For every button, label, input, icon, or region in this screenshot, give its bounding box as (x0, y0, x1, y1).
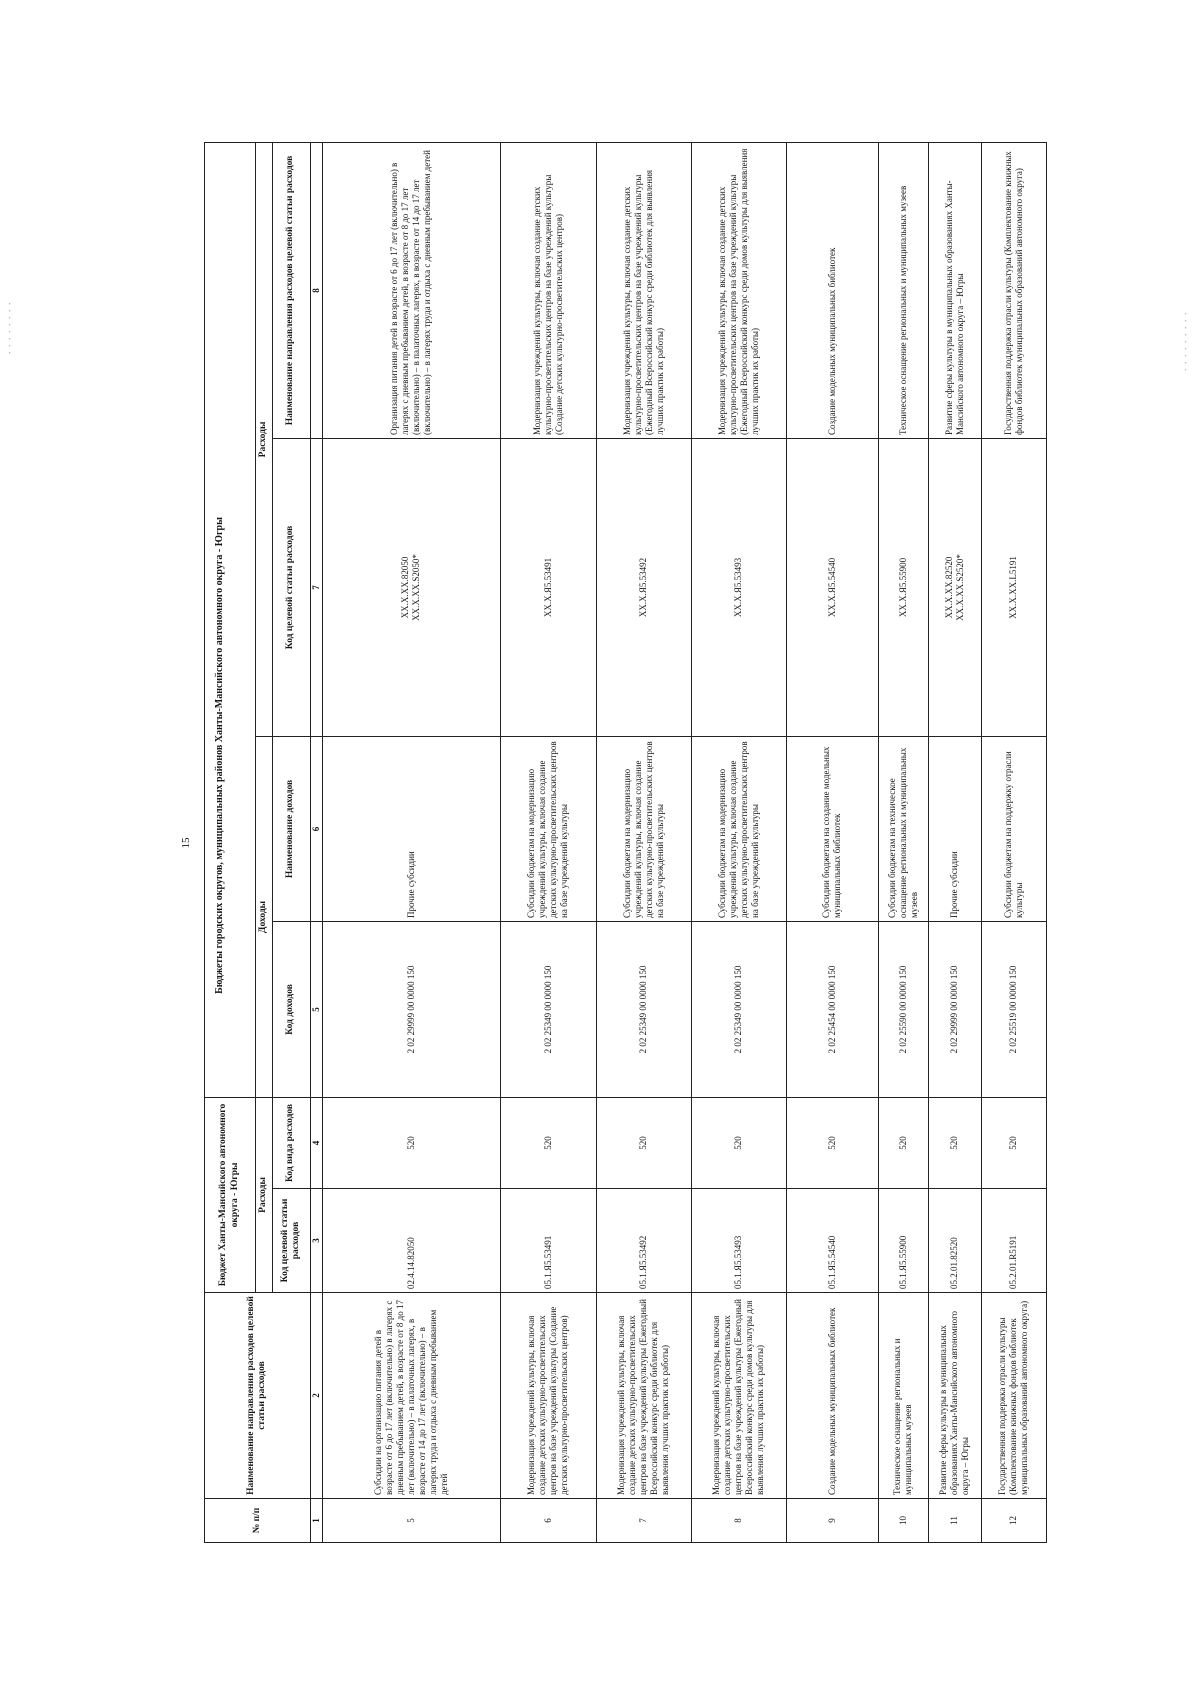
row-name: Техническое оснащение региональных и муниципальных музеев (878, 1293, 928, 1499)
row-code-right: XX.X.Я5.53492 (596, 438, 691, 736)
row-type-code: 520 (322, 1097, 500, 1188)
row-name-right: Модернизация учреждений культуры, включая создание детских культурно-просветительских центров на базе учреждений культуры (Создание детских культурно-просветительских центров) (500, 142, 596, 438)
row-name: Модернизация учреждений культуры, включая создание детских культурно-просветительских центров на базе учреждений культуры (Ежегодный Всероссийский конкурс среди домов культуры для выявления лучших практик их работы) (691, 1293, 786, 1499)
row-name: Модернизация учреждений культуры, включая создание детских культурно-просветительских центров на базе учреждений культуры (Создание детских культурно-просветительских центров) (500, 1293, 596, 1499)
row-name: Создание модельных муниципальных библиотек (786, 1293, 878, 1499)
column-number: 3 (310, 1189, 322, 1293)
header-name: Наименование направления расходов целевой статьи расходов (205, 1293, 311, 1499)
budget-table (204, 142, 1047, 1543)
row-income-name: Субсидии бюджетам на модернизацию учреждений культуры, включая создание детских культурно-просветительских центров на базе учреждений культуры (596, 736, 691, 921)
row-income-name: Субсидии бюджетам на создание модельных муниципальных библиотек (786, 736, 878, 921)
row-target-code: 05.1.Я5.53491 (500, 1189, 596, 1293)
header-okrug-budget: Бюджет Ханты-Мансийского автономного округа - Югры (205, 1097, 256, 1292)
row-code-right: XX.X.XX.L5191 (981, 438, 1046, 736)
row-code-right: XX.X.XX.82520 XX.X.XX.S2520* (928, 438, 981, 736)
row-income-code: 2 02 25454 00 0000 150 (786, 921, 878, 1097)
row-code-right: XX.X.XX.82050 XX.X.XX.S2050* (322, 438, 500, 736)
row-code-right: XX.X.Я5.54540 (786, 438, 878, 736)
row-income-code: 2 02 29999 00 0000 150 (928, 921, 981, 1097)
row-income-name: Субсидии бюджетам на модернизацию учреждений культуры, включая создание детских культурно-просветительских центров на базе учреждений культуры (500, 736, 596, 921)
row-number: 9 (786, 1499, 878, 1543)
row-income-code: 2 02 29999 00 0000 150 (322, 921, 500, 1097)
header-no: № п/п (205, 1499, 311, 1543)
rotated-page (180, 143, 1030, 1543)
row-type-code: 520 (786, 1097, 878, 1188)
row-target-code: 05.1.Я5.53492 (596, 1189, 691, 1293)
row-code-right: XX.X.Я5.55900 (878, 438, 928, 736)
header-name-right: Наименование направления расходов целевой статьи расходов (272, 142, 310, 438)
row-income-code: 2 02 25349 00 0000 150 (596, 921, 691, 1097)
row-name-right: Модернизация учреждений культуры, включая создание детских культурно-просветительских центров на базе учреждений культуры (Ежегодный Всероссийский конкурс среди библиотек для выявления лучших практик их работы) (596, 142, 691, 438)
row-target-code: 05.2.01.R5191 (981, 1189, 1046, 1293)
row-income-name: Прочие субсидии (322, 736, 500, 921)
row-number: 6 (500, 1499, 596, 1543)
header-expenses: Расходы (256, 1097, 273, 1292)
row-name: Субсидии на организацию питания детей в возрасте от 6 до 17 лет (включительно) в лагерях с дневным пребыванием детей, в возрасте от 8 до 17 лет (включительно) – в палаточных лагерях, в возрасте от 14 до 17 лет (включительно) – в лагерях труда и отдыха с дневным пребыванием детей (322, 1293, 500, 1499)
row-target-code: 05.1.Я5.55900 (878, 1189, 928, 1293)
column-number: 5 (310, 921, 322, 1097)
row-target-code: 02.4.14.82050 (322, 1189, 500, 1293)
row-number: 7 (596, 1499, 691, 1543)
row-type-code: 520 (596, 1097, 691, 1188)
row-income-name: Субсидии бюджетам на техническое оснащение региональных и муниципальных музеев (878, 736, 928, 921)
row-name-right: Модернизация учреждений культуры, включая создание детских культурно-просветительских центров на базе учреждений культуры (Ежегодный Всероссийский конкурс среди домов культуры для выявления лучших практик их работы) (691, 142, 786, 438)
row-type-code: 520 (500, 1097, 596, 1188)
row-target-code: 05.2.01.82520 (928, 1189, 981, 1293)
table-row (500, 142, 596, 1542)
row-name-right: Техническое оснащение региональных и муниципальных музеев (878, 142, 928, 438)
column-number: 8 (310, 142, 322, 438)
scan-noise: ∙ ∙ ∙ ∙ ∙ ∙ ∙ ∙ ∙ (1184, 306, 1190, 377)
row-type-code: 520 (981, 1097, 1046, 1188)
row-type-code: 520 (691, 1097, 786, 1188)
row-name: Модернизация учреждений культуры, включая создание детских культурно-просветительских центров на базе учреждений культуры (Ежегодный Всероссийский конкурс среди библиотек для выявления лучших практик их работы) (596, 1293, 691, 1499)
row-number: 8 (691, 1499, 786, 1543)
row-income-name: Субсидии бюджетам на модернизацию учреждений культуры, включая создание детских культурно-просветительских центров на базе учреждений культуры (691, 736, 786, 921)
row-code-right: XX.X.Я5.53493 (691, 438, 786, 736)
table-row (928, 142, 981, 1542)
table-row (691, 142, 786, 1542)
column-number: 7 (310, 438, 322, 736)
row-code-right: XX.X.Я5.53491 (500, 438, 596, 736)
header-target-code-right: Код целевой статьи расходов (272, 438, 310, 736)
row-income-name: Прочие субсидии (928, 736, 981, 921)
header-type-code: Код вида расходов (272, 1097, 310, 1188)
table-row (981, 142, 1046, 1542)
column-number: 4 (310, 1097, 322, 1188)
row-number: 10 (878, 1499, 928, 1543)
table-row (596, 142, 691, 1542)
page-title: Бюджеты городских округов, муниципальных районов Ханты-Мансийского автономного округа - Югры (214, 517, 225, 994)
row-name-right: Государственная поддержка отрасли культуры (Комплектование книжных фондов библиотек муниципальных образований автономного округа) (981, 142, 1046, 438)
column-number: 6 (310, 736, 322, 921)
row-number: 12 (981, 1499, 1046, 1543)
row-type-code: 520 (878, 1097, 928, 1188)
column-number: 1 (310, 1499, 322, 1543)
row-name: Развитие сферы культуры в муниципальных образованиях Ханты-Мансийского автономного округа – Югры (928, 1293, 981, 1499)
header-income-name: Наименование доходов (272, 736, 310, 921)
row-income-code: 2 02 25519 00 0000 150 (981, 921, 1046, 1097)
header-income-code: Код доходов (272, 921, 310, 1097)
row-target-code: 05.1.Я5.54540 (786, 1189, 878, 1293)
scan-noise: ∙ ∙ ∙ ∙ ∙ ∙ ∙ ∙ (8, 296, 14, 360)
table-row (786, 142, 878, 1542)
row-income-name: Субсидии бюджетам на поддержку отрасли культуры (981, 736, 1046, 921)
page-number: 15 (180, 837, 192, 849)
header-target-code: Код целевой статьи расходов (272, 1189, 310, 1293)
row-name: Государственная поддержка отрасли культуры (Комплектование книжных фондов библиотек муниципальных образований автономного округа) (981, 1293, 1046, 1499)
column-number: 2 (310, 1293, 322, 1499)
row-income-code: 2 02 25349 00 0000 150 (500, 921, 596, 1097)
row-type-code: 520 (928, 1097, 981, 1188)
row-name-right: Организация питания детей в возрасте от 6 до 17 лет (включительно) в лагерях с дневным пребыванием детей, в возрасте от 8 до 17 лет (включительно) – в палаточных лагерях, в возрасте от 14 до 17 лет (включительно) – в лагерях труда и отдыха с дневным пребыванием детей (322, 142, 500, 438)
header-income: Доходы (256, 736, 273, 1097)
row-number: 5 (322, 1499, 500, 1543)
table-row (878, 142, 928, 1542)
row-income-code: 2 02 25590 00 0000 150 (878, 921, 928, 1097)
table-row (322, 142, 500, 1542)
row-name-right: Создание модельных муниципальных библиотек (786, 142, 878, 438)
column-numbers-row (310, 142, 322, 1542)
row-target-code: 05.1.Я5.53493 (691, 1189, 786, 1293)
row-number: 11 (928, 1499, 981, 1543)
row-name-right: Развитие сферы культуры в муниципальных образованиях Ханты-Мансийского автономного округа – Югры (928, 142, 981, 438)
header-expenses-right: Расходы (256, 142, 273, 736)
row-income-code: 2 02 25349 00 0000 150 (691, 921, 786, 1097)
header-municipal-budgets-spacer (205, 142, 256, 1097)
